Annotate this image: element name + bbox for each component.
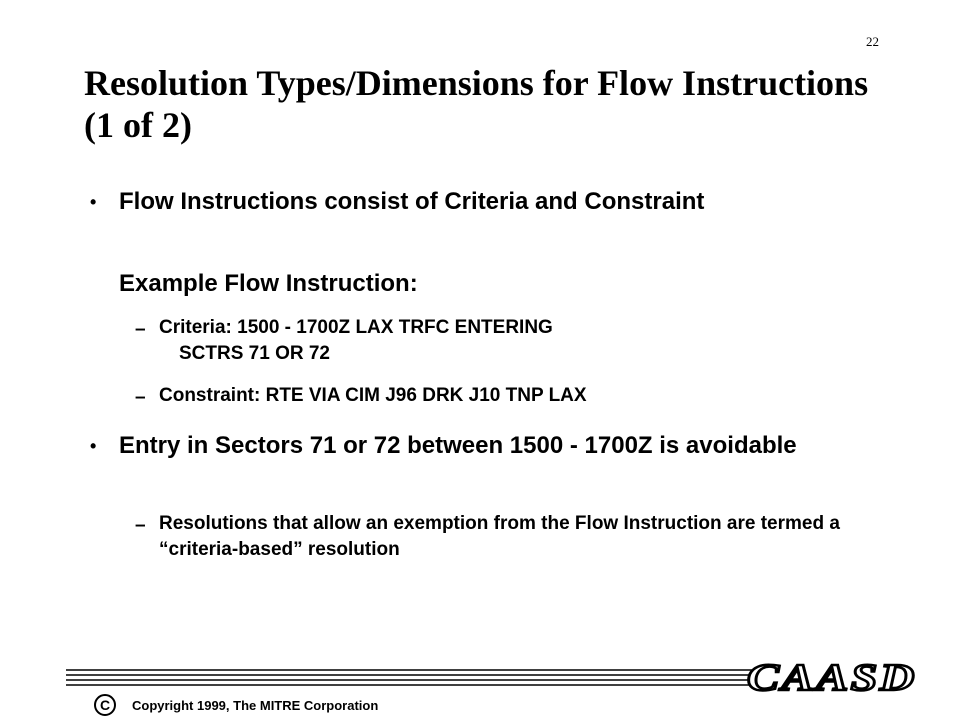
sub-bullet-1-1-line2: SCTRS 71 OR 72	[179, 343, 330, 364]
sub-bullet-1-1-dash: –	[135, 319, 146, 340]
sub-bullet-2-1-dash: –	[135, 515, 146, 536]
bullet-2-dot: •	[90, 436, 97, 456]
sub-bullet-2-1-text: Resolutions that allow an exemption from the Flow Instruction are termed a “criteria-based” resolution	[159, 513, 840, 560]
sub-bullet-1-2-text: Constraint: RTE VIA CIM J96 DRK J10 TNP LAX	[159, 385, 587, 406]
bullet-1-follow-text: Example Flow Instruction:	[119, 270, 418, 297]
bullet-1-dot: •	[90, 192, 97, 212]
caasd-logo-text: CAASD	[747, 660, 917, 696]
footer-rule	[66, 668, 756, 688]
sub-bullet-1-2-dash: –	[135, 387, 146, 408]
copyright-text: Copyright 1999, The MITRE Corporation	[132, 697, 379, 713]
bullet-2-text: Entry in Sectors 71 or 72 between 1500 - 1700Z is avoidable	[119, 432, 797, 459]
copyright-icon: C	[94, 694, 116, 716]
sub-bullet-1-1-text	[159, 315, 849, 367]
caasd-logo	[744, 660, 920, 696]
page-number: 22	[866, 34, 879, 49]
sub-bullet-1-1-line1: Criteria: 1500 - 1700Z LAX TRFC ENTERING	[159, 317, 553, 338]
footer-copyright	[94, 694, 378, 716]
bullet-1-text: Flow Instructions consist of Criteria and Constraint	[119, 188, 705, 215]
slide-title: Resolution Types/Dimensions for Flow Instructions (1 of 2)	[84, 63, 869, 145]
